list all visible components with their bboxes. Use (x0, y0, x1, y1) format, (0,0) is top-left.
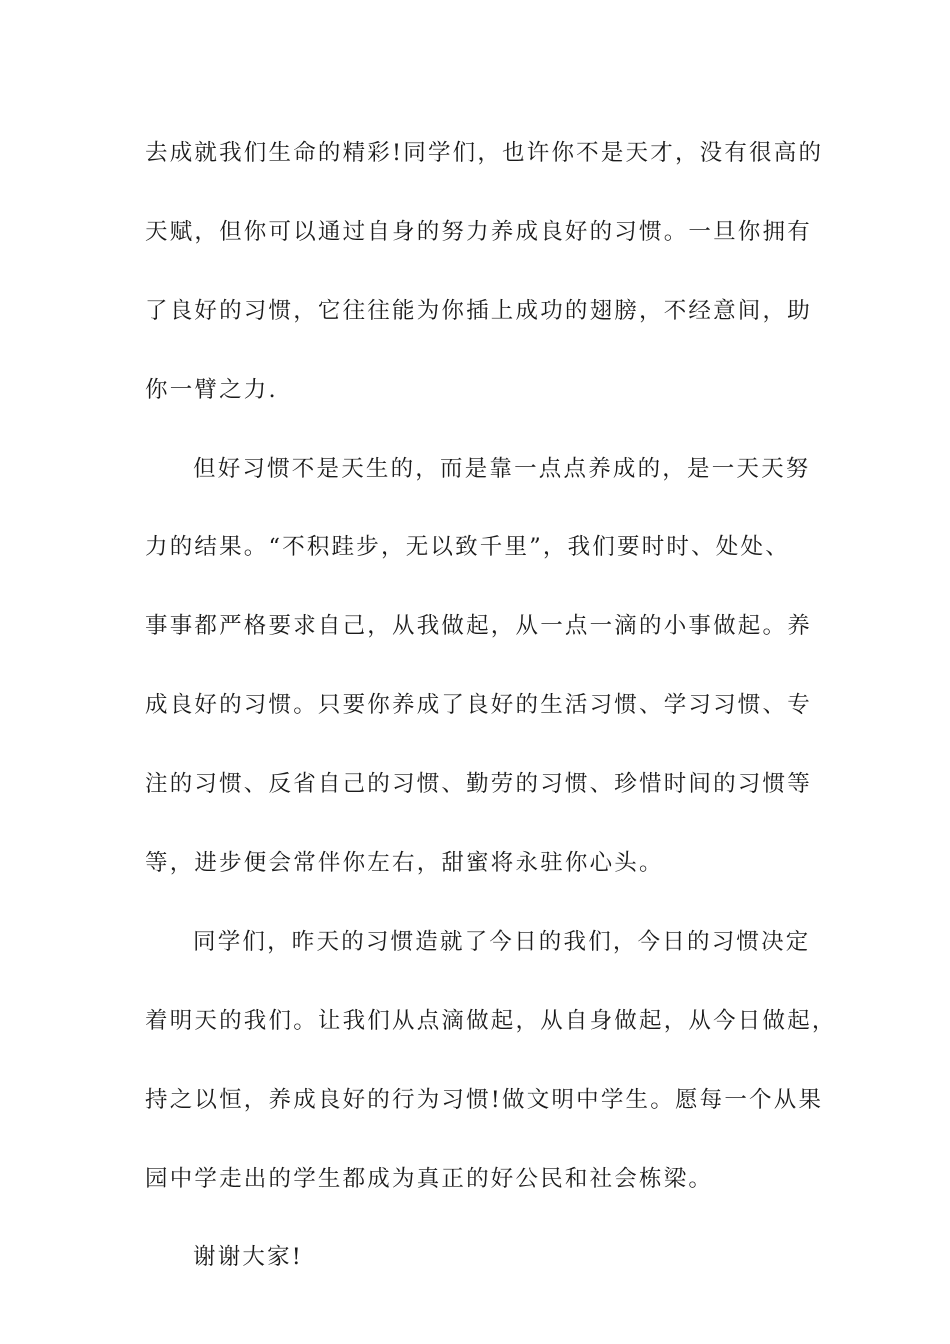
text-line: 着明天的我们。让我们从点滴做起，从自身做起，从今日做起， (145, 1007, 837, 1034)
text-line: 你一臂之力. (145, 376, 278, 403)
text-line: 成良好的习惯。只要你养成了良好的生活习惯、学习习惯、专 (145, 692, 812, 719)
speech-text (145, 114, 837, 1297)
text-line: 天赋，但你可以通过自身的努力养成良好的习惯。一旦你拥有 (145, 218, 812, 245)
text-line: 园中学走出的学生都成为真正的好公民和社会栋梁。 (145, 1165, 714, 1192)
closing-line: 谢谢大家! (193, 1244, 304, 1271)
text-line: 了良好的习惯，它往往能为你插上成功的翅膀，不经意间，助 (145, 297, 812, 324)
text-line: 持之以恒，养成良好的行为习惯!做文明中学生。愿每一个从果 (145, 1086, 824, 1113)
paragraph-start-line: 但好习惯不是天生的，而是靠一点点养成的，是一天天努 (193, 455, 811, 482)
text-line: 去成就我们生命的精彩!同学们，也许你不是天才，没有很高的 (145, 140, 824, 166)
paragraph-start-line: 同学们，昨天的习惯造就了今日的我们，今日的习惯决定 (193, 928, 811, 955)
text-line: 注的习惯、反省自己的习惯、勤劳的习惯、珍惜时间的习惯等 (145, 771, 812, 798)
text-line: 事事都严格要求自己，从我做起，从一点一滴的小事做起。养 (145, 613, 812, 640)
text-line: 等，进步便会常伴你左右，甜蜜将永驻你心头。 (145, 850, 664, 877)
text-line: 力的结果。“不积跬步，无以致千里”，我们要时时、处处、 (145, 534, 790, 561)
